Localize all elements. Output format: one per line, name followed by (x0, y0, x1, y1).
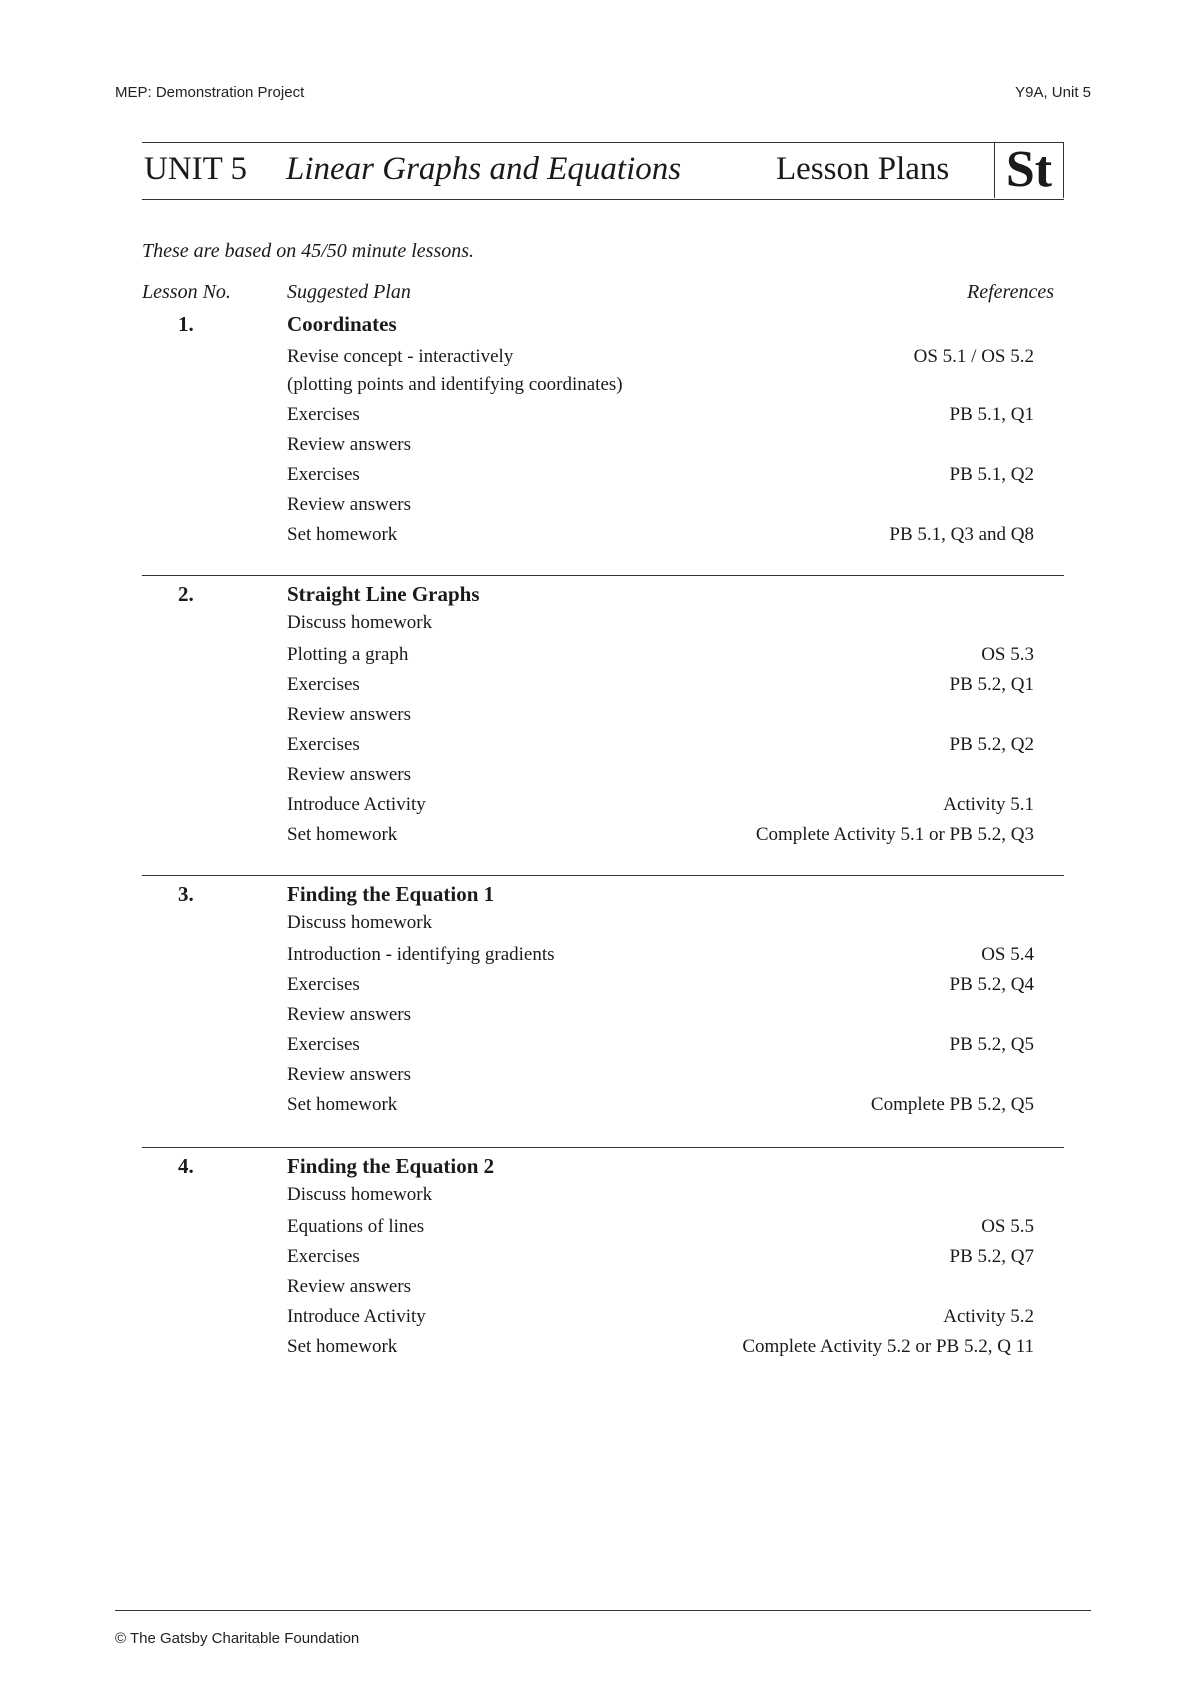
plan-row (287, 404, 1034, 430)
plan-item: Review answers (287, 494, 411, 515)
plan-item: Set homework (287, 1336, 398, 1357)
plan-row (287, 1336, 1034, 1362)
project-name: MEP: Demonstration Project (115, 84, 305, 101)
plan-row (287, 1034, 1034, 1060)
unit-label: UNIT 5 (144, 151, 247, 187)
plan-reference: OS 5.3 (981, 644, 1034, 665)
plan-item: Set homework (287, 824, 398, 845)
plan-reference: OS 5.4 (981, 944, 1034, 965)
plan-reference: Activity 5.2 (943, 1306, 1034, 1327)
plan-row (287, 434, 1034, 460)
plan-item: Revise concept - interactively (287, 346, 514, 367)
plan-row (287, 464, 1034, 490)
lesson-divider (142, 1147, 1064, 1148)
plan-item: Review answers (287, 764, 411, 785)
plan-item: Discuss homework (287, 612, 433, 633)
plan-item: Exercises (287, 734, 360, 755)
lesson-number: 2. (178, 582, 194, 606)
plan-reference: OS 5.5 (981, 1216, 1034, 1237)
plan-item: Introduce Activity (287, 794, 426, 815)
plan-item: Exercises (287, 464, 360, 485)
lesson-number: 3. (178, 882, 194, 906)
plan-row (287, 524, 1034, 550)
plan-item: Review answers (287, 434, 411, 455)
plan-row (287, 912, 1034, 938)
plan-reference: PB 5.2, Q7 (949, 1246, 1034, 1267)
column-header-references: References (967, 281, 1054, 303)
plan-reference: Complete Activity 5.1 or PB 5.2, Q3 (755, 824, 1034, 845)
column-header-plan: Suggested Plan (287, 281, 411, 303)
plan-item: Introduce Activity (287, 1306, 426, 1327)
plan-item: Introduction - identifying gradients (287, 944, 555, 965)
plan-row (287, 974, 1034, 1000)
plan-reference: OS 5.1 / OS 5.2 (913, 346, 1034, 367)
plan-row (287, 794, 1034, 820)
plan-row (287, 1276, 1034, 1302)
lesson-title: Straight Line Graphs (287, 582, 480, 606)
plan-reference: PB 5.2, Q4 (949, 974, 1034, 995)
plan-item: (plotting points and identifying coordinates) (287, 374, 623, 395)
plan-item: Exercises (287, 404, 360, 425)
plan-reference: PB 5.2, Q1 (949, 674, 1034, 695)
lesson-title: Finding the Equation 2 (287, 1154, 495, 1178)
plan-row (287, 1094, 1034, 1120)
unit-topic: Linear Graphs and Equations (286, 151, 682, 187)
plan-row (287, 346, 1034, 372)
lesson-title: Coordinates (287, 312, 397, 336)
plan-reference: Activity 5.1 (943, 794, 1034, 815)
lesson-divider (142, 875, 1064, 876)
plan-item: Exercises (287, 1034, 360, 1055)
plan-row (287, 1246, 1034, 1272)
plan-reference: PB 5.1, Q2 (949, 464, 1034, 485)
plan-item: Review answers (287, 1276, 411, 1297)
plan-row (287, 1216, 1034, 1242)
plan-item: Review answers (287, 704, 411, 725)
plan-item: Discuss homework (287, 1184, 433, 1205)
plan-row (287, 644, 1034, 670)
plan-row (287, 374, 1034, 400)
plan-item: Set homework (287, 1094, 398, 1115)
plan-reference: Complete PB 5.2, Q5 (870, 1094, 1034, 1115)
plan-row (287, 674, 1034, 700)
lesson-number: 1. (178, 312, 194, 336)
plan-row (287, 1004, 1034, 1030)
plan-row (287, 612, 1034, 638)
plan-row (287, 734, 1034, 760)
plan-reference: Complete Activity 5.2 or PB 5.2, Q 11 (742, 1336, 1034, 1357)
plan-item: Set homework (287, 524, 398, 545)
plan-row (287, 494, 1034, 520)
footer-divider (115, 1610, 1091, 1611)
plan-reference: PB 5.1, Q1 (949, 404, 1034, 425)
section-label: Lesson Plans (776, 151, 950, 187)
plan-row (287, 764, 1034, 790)
plan-row (287, 1306, 1034, 1332)
unit-reference: Y9A, Unit 5 (1015, 84, 1091, 101)
plan-item: Equations of lines (287, 1216, 425, 1237)
title-bar (142, 142, 1064, 200)
column-header-lesson-no: Lesson No. (142, 281, 231, 303)
intro-text: These are based on 45/50 minute lessons. (142, 240, 475, 262)
footer-copyright: © The Gatsby Charitable Foundation (115, 1630, 360, 1647)
plan-reference: PB 5.2, Q5 (949, 1034, 1034, 1055)
plan-item: Exercises (287, 674, 360, 695)
plan-item: Review answers (287, 1064, 411, 1085)
plan-reference: PB 5.2, Q2 (949, 734, 1034, 755)
plan-item: Review answers (287, 1004, 411, 1025)
plan-row (287, 1184, 1034, 1210)
lesson-number: 4. (178, 1154, 194, 1178)
plan-item: Exercises (287, 974, 360, 995)
plan-row (287, 824, 1034, 850)
plan-reference: PB 5.1, Q3 and Q8 (889, 524, 1034, 545)
section-badge: St (994, 142, 1064, 198)
plan-row (287, 704, 1034, 730)
plan-row (287, 1064, 1034, 1090)
lesson-divider (142, 575, 1064, 576)
plan-item: Plotting a graph (287, 644, 409, 665)
plan-item: Discuss homework (287, 912, 433, 933)
plan-row (287, 944, 1034, 970)
lesson-title: Finding the Equation 1 (287, 882, 495, 906)
plan-item: Exercises (287, 1246, 360, 1267)
